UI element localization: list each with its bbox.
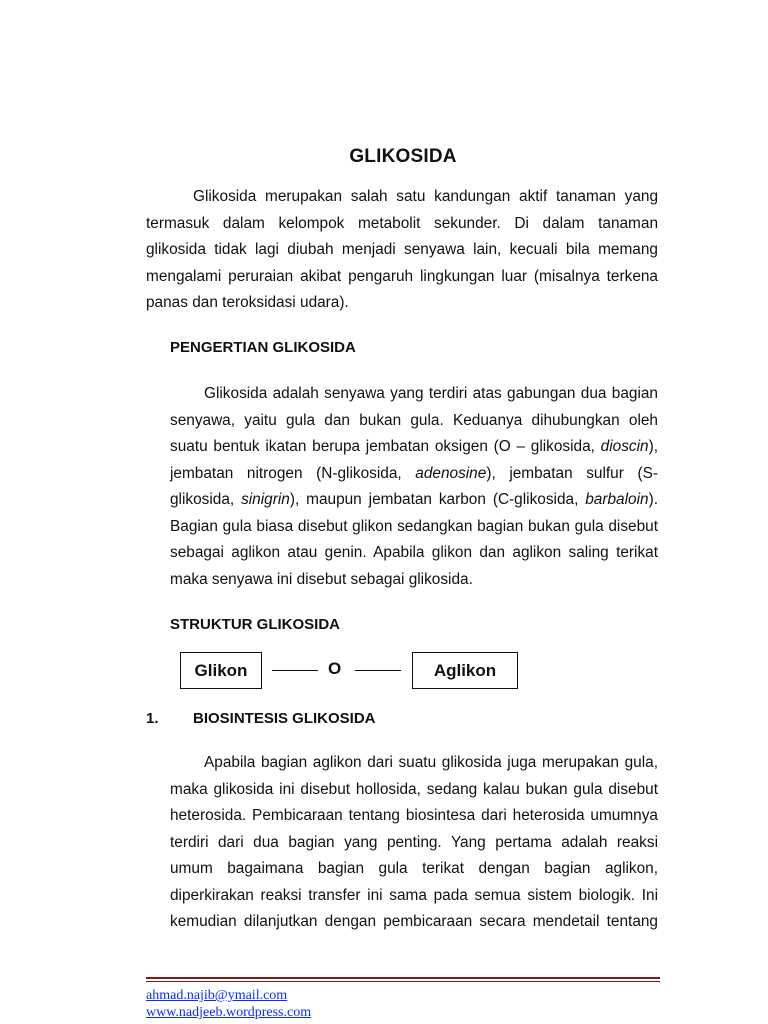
biosynthesis-line: terdiri dari dua bagian yang penting. Yang pertama adalah reaksi: [170, 833, 658, 851]
definition-line: [170, 487, 658, 514]
intro-line: termasuk dalam kelompok metabolit sekunder. Di dalam tanaman: [146, 214, 658, 232]
intro-line: Glikosida merupakan salah satu kandungan aktif tanaman yang: [193, 188, 658, 205]
definition-line: Glikosida adalah senyawa yang terdiri atas gabungan dua bagian: [204, 385, 658, 402]
definition-line: sebagai aglikon atau genin. Apabila glikon dan aglikon saling terikat: [170, 544, 658, 561]
oxygen-label: O: [328, 659, 342, 678]
footer-rule-thick: [146, 977, 660, 979]
italic-term: adenosine: [415, 464, 487, 482]
text-run: suatu bentuk ikatan berupa jembatan oksigen (O – glikosida,: [170, 438, 601, 455]
biosynthesis-line: diperkirakan reaksi transfer ini sama pada semua sistem biologik. Ini: [170, 886, 658, 904]
text-run: ).: [648, 491, 658, 508]
numbered-heading-biosintesis: [146, 710, 376, 727]
page-title: GLIKOSIDA: [349, 146, 457, 167]
biosynthesis-line: Apabila bagian aglikon dari suatu glikosida juga merupakan gula,: [204, 754, 658, 771]
structure-diagram: [180, 652, 520, 689]
intro-line: glikosida tidak lagi diubah menjadi senyawa lain, kecuali bila memang: [146, 241, 658, 258]
biosynthesis-paragraph: [170, 750, 658, 936]
intro-line: mengalami peruraian akibat pengaruh lingkungan luar (misalnya terkena: [146, 267, 658, 285]
biosynthesis-line: kemudian dilanjutkan dengan pembicaraan secara mendetail tentang: [170, 913, 658, 930]
italic-term: sinigrin: [241, 491, 290, 508]
biosynthesis-line: maka glikosida ini disebut hollosida, sedang kalau bukan gula disebut: [170, 780, 658, 798]
footer-rule-thin: [146, 981, 660, 982]
definition-paragraph: [170, 381, 658, 593]
biosynthesis-line: umum bagaimana bagian gula terikat dengan bagian aglikon,: [170, 860, 658, 877]
intro-line: panas dan teroksidasi udara).: [146, 294, 349, 311]
definition-line: maka senyawa ini disebut sebagai glikosida.: [170, 570, 473, 588]
footer-links: [146, 987, 311, 1021]
section-heading-struktur: STRUKTUR GLIKOSIDA: [170, 616, 340, 633]
glikon-box: Glikon: [180, 652, 262, 689]
bond-line-right: [355, 670, 401, 671]
italic-term: barbaloin: [585, 491, 649, 508]
definition-line: [170, 434, 658, 461]
section-number: 1.: [146, 710, 159, 727]
bond-line-left: [272, 670, 318, 671]
biosynthesis-line: heterosida. Pembicaraan tentang biosintesa dari heterosida umumnya: [170, 807, 658, 824]
definition-line: [170, 461, 658, 488]
footer-website-link[interactable]: www.nadjeeb.wordpress.com: [146, 1005, 312, 1020]
text-run: ), jembatan sulfur (S-: [486, 464, 658, 482]
definition-line: senyawa, yaitu gula dan bukan gula. Keduanya dihubungkan oleh: [170, 411, 658, 429]
section-heading-pengertian: PENGERTIAN GLIKOSIDA: [170, 339, 356, 356]
text-run: ),: [648, 438, 658, 455]
text-run: ), maupun jembatan karbon (C-glikosida,: [289, 491, 586, 508]
text-run: glikosida,: [170, 491, 242, 508]
aglikon-box: Aglikon: [412, 652, 518, 689]
section-heading-biosintesis: BIOSINTESIS GLIKOSIDA: [193, 710, 376, 727]
text-run: jembatan nitrogen (N-glikosida,: [170, 464, 416, 482]
footer-email-link[interactable]: ahmad.najib@ymail.com: [146, 988, 288, 1003]
intro-paragraph: [146, 184, 658, 317]
italic-term: dioscin: [600, 438, 649, 455]
definition-line: Bagian gula biasa disebut glikon sedangkan bagian bukan gula disebut: [170, 517, 658, 535]
